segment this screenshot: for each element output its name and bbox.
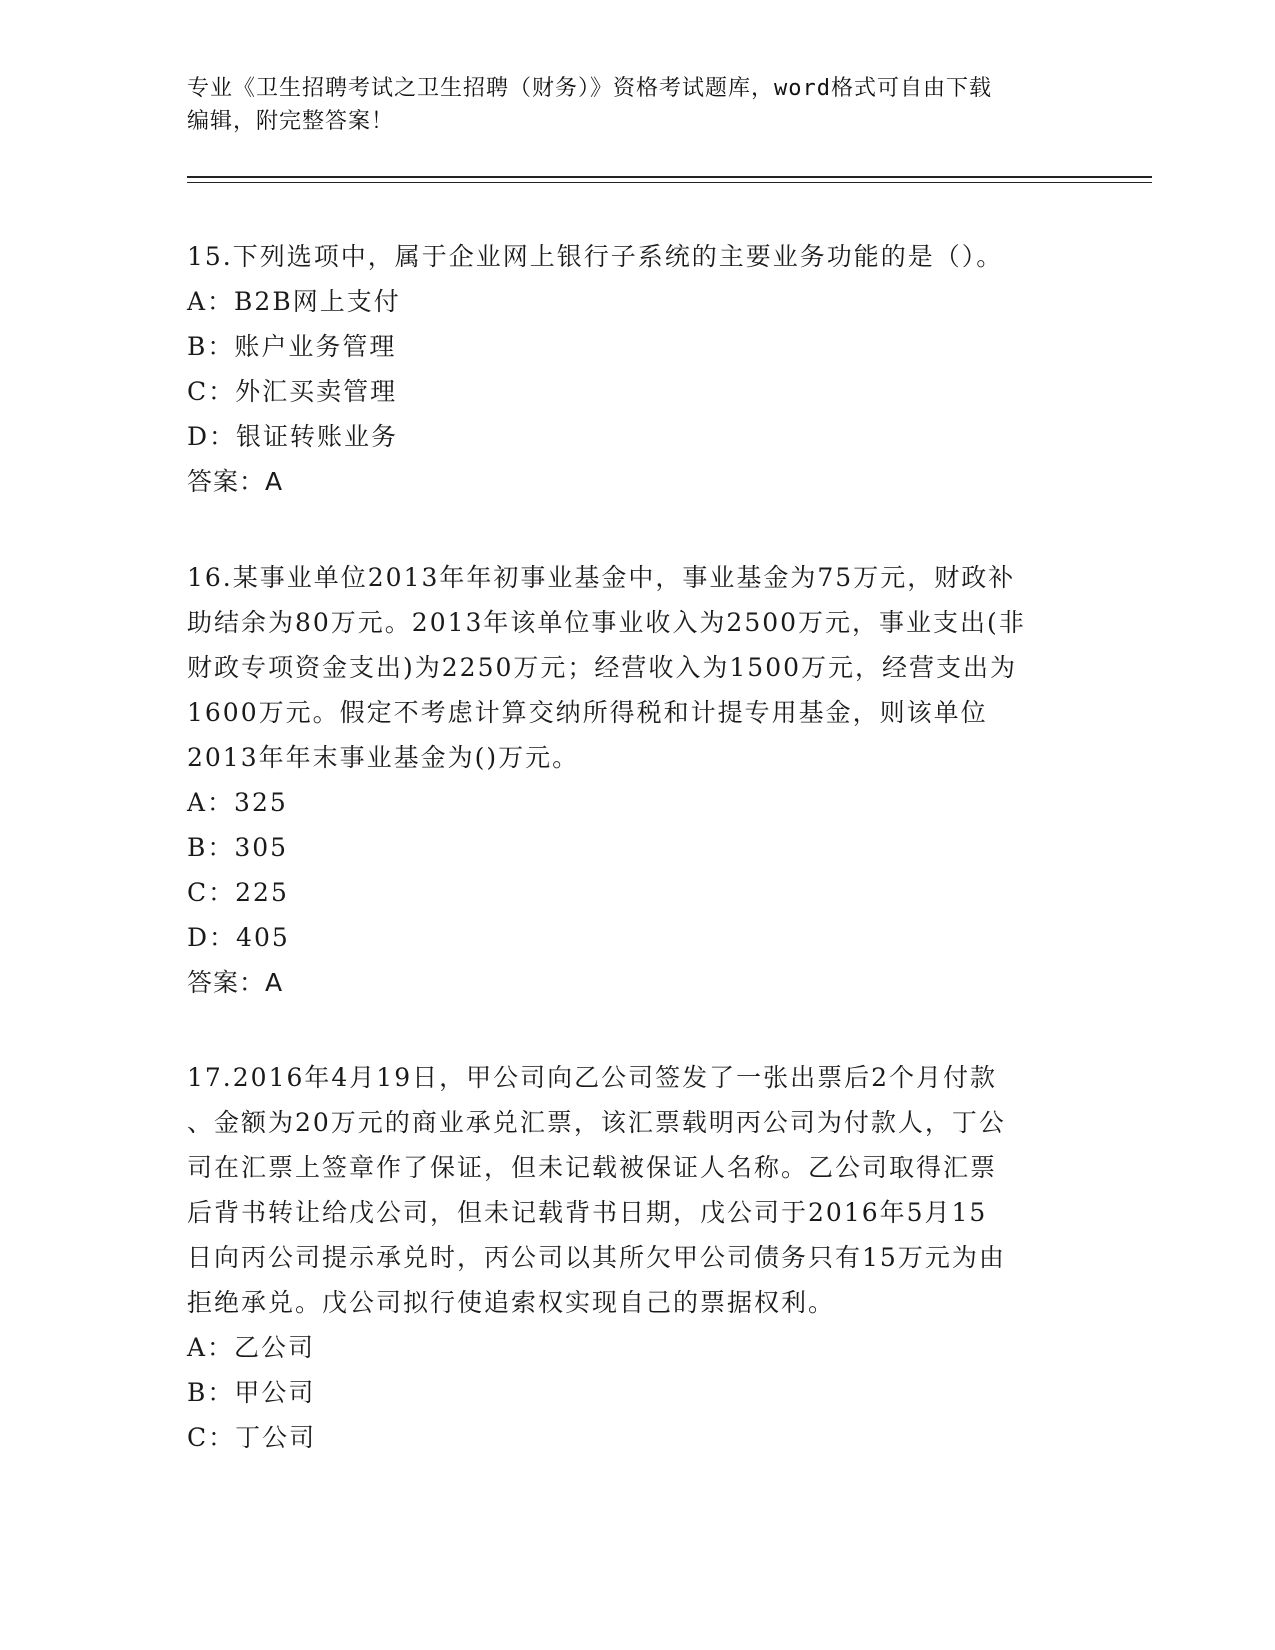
header-divider-thin <box>187 182 1152 183</box>
header-line-1: 专业《卫生招聘考试之卫生招聘（财务）》资格考试题库，word格式可自由下载 <box>187 76 992 101</box>
option-d: D：银证转账业务 <box>187 422 399 451</box>
header-line-2: 编辑，附完整答案！ <box>187 109 395 134</box>
question-stem: 后背书转让给戊公司，但未记载背书日期，戊公司于2016年5月15 <box>187 1198 988 1227</box>
question-stem: 1600万元。假定不考虑计算交纳所得税和计提专用基金，则该单位 <box>187 698 988 727</box>
question-16 <box>187 555 1087 1005</box>
header-divider <box>187 176 1152 178</box>
question-17 <box>187 1055 1087 1460</box>
question-stem: 15.下列选项中，属于企业网上银行子系统的主要业务功能的是（）。 <box>187 242 1004 271</box>
question-stem: 助结余为80万元。2013年该单位事业收入为2500万元，事业支出(非 <box>187 608 1026 637</box>
option-b: B：账户业务管理 <box>187 332 397 361</box>
question-stem: 拒绝承兑。戊公司拟行使追索权实现自己的票据权利。 <box>187 1288 836 1317</box>
question-stem: 17.2016年4月19日，甲公司向乙公司签发了一张出票后2个月付款 <box>187 1063 998 1092</box>
option-c: C：225 <box>187 878 289 907</box>
question-stem: 、金额为20万元的商业承兑汇票，该汇票载明丙公司为付款人，丁公 <box>187 1108 1006 1137</box>
question-stem: 16.某事业单位2013年年初事业基金中，事业基金为75万元，财政补 <box>187 563 1016 592</box>
option-a: A：325 <box>187 788 288 817</box>
option-c: C：丁公司 <box>187 1423 317 1452</box>
option-c: C：外汇买卖管理 <box>187 377 398 406</box>
document-header <box>187 72 1087 138</box>
question-15 <box>187 234 1087 504</box>
option-b: B：305 <box>187 833 289 862</box>
question-stem: 司在汇票上签章作了保证，但未记载被保证人名称。乙公司取得汇票 <box>187 1153 998 1182</box>
question-stem: 日向丙公司提示承兑时，丙公司以其所欠甲公司债务只有15万元为由 <box>187 1243 1006 1272</box>
option-d: D：405 <box>187 923 290 952</box>
option-a: A：乙公司 <box>187 1333 316 1362</box>
option-a: A：B2B网上支付 <box>187 287 401 316</box>
question-stem: 财政专项资金支出)为2250万元；经营收入为1500万元，经营支出为 <box>187 653 1018 682</box>
option-b: B：甲公司 <box>187 1378 316 1407</box>
answer: 答案：A <box>187 968 284 997</box>
question-stem: 2013年年末事业基金为()万元。 <box>187 743 580 772</box>
answer: 答案：A <box>187 467 284 496</box>
